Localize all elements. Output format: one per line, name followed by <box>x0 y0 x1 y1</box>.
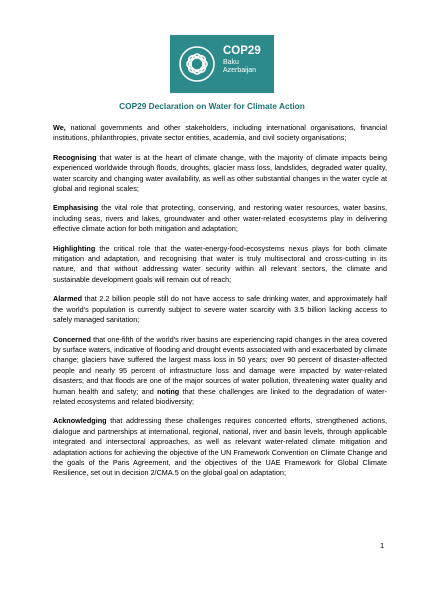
paragraph-text: that one-fifth of the world’s river basins are experiencing rapid changes in the area covered by surface waters, indicative of flooding and drought events associated with and exacerbated by climate change; glaciers have suffered the largest mass loss in 50 years; over 90 percent of disaster-affected people and nearly 95 percent of infrastructure loss and damage were impacted by water-related disasters; and that floods are one of the major sources of water pollution, threatening water quality and human health and safety; and <box>53 334 387 396</box>
logo-city: Baku <box>223 59 239 66</box>
cop29-logo <box>170 35 274 93</box>
document-title: COP29 Declaration on Water for Climate Action <box>119 101 305 111</box>
paragraph-lead: Recognising <box>53 152 97 162</box>
paragraph <box>53 294 387 325</box>
paragraph-lead: Highlighting <box>53 243 96 253</box>
paragraph <box>53 335 387 408</box>
paragraph-text: that water is at the heart of climate change, with the majority of climate impacts being experienced worldwide through floods, droughts, glacier mass loss, landslides, degraded water quality, water scarcity and changing water availability, as well as other substantial changes in the water cycle at global and regional scales; <box>53 152 387 194</box>
paragraph-text: the critical role that the water-energy-food-ecosystems nexus plays for both climate mitigation and adaptation, and recognising that water is truly multisectoral and cross-cutting in its nature, and that without addressing water security within all relevant sectors, the climate and sustainable development goals will remain out of reach; <box>53 243 387 284</box>
paragraph-lead: Acknowledging <box>53 416 107 426</box>
logo-country: Azerbaijan <box>223 67 257 74</box>
paragraph-text: the vital role that protecting, conserving, and restoring water resources, water basins, including seas, rivers and lakes, groundwater and other water-related ecosystems play in delivering effective climate action for both mitigation and adaptation; <box>53 203 387 234</box>
page-number: 1 <box>380 541 385 550</box>
paragraph <box>53 244 387 286</box>
paragraph <box>53 203 387 234</box>
cop29-emblem-icon <box>175 40 219 88</box>
paragraph <box>53 153 387 195</box>
paragraph-lead: Emphasising <box>53 203 99 213</box>
paragraph-text: that addressing these challenges requires concerted efforts, strengthened actions, dialogue and partnerships at international, regional, national, river and basin levels, through applicable integrated and intersectoral approaches, as well as relevant water-related climate mitigation and adaptation actions for achieving the objective of the UN Framework Convention on Climate Change and the goals of the Paris Agreement, and the objectives of the UAE Framework for Global Climate Resilience, set out in decision 2/CMA.5 on the global goal on adaptation; <box>53 416 387 478</box>
logo-name: COP29 <box>223 45 261 57</box>
paragraph-text: national governments and other stakeholders, including international organisations, financial institutions, philanthropies, private sector entities, academia, and civil society organisations; <box>53 123 387 143</box>
paragraph-text: that these challenges are linked to the degradation of water-related ecosystems and related biodiversity; <box>53 386 388 406</box>
paragraph-lead: Concerned <box>53 334 91 344</box>
paragraph <box>53 123 387 144</box>
paragraph-text: that 2.2 billion people still do not have access to safe drinking water, and approximately half the world’s population is currently subject to severe water scarcity with 3.5 billion lacking access to safely managed sanitation; <box>53 294 387 325</box>
paragraph-lead: Alarmed <box>53 294 83 304</box>
paragraph-lead: We, <box>53 123 66 132</box>
paragraph-lead: noting <box>157 386 180 396</box>
document-body <box>53 123 387 488</box>
paragraph <box>53 416 387 478</box>
